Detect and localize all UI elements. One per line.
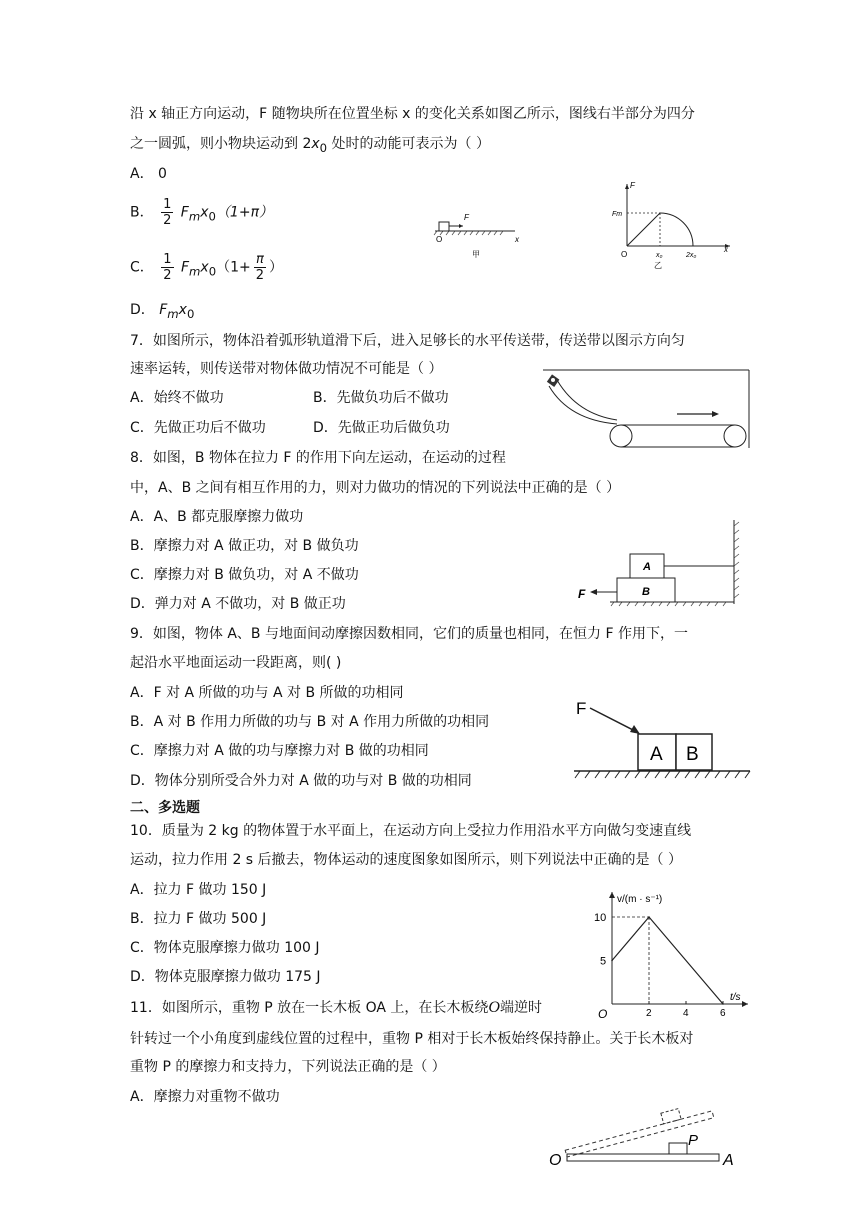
q9-option-b: B．A 对 B 作用力所做的功与 B 对 A 作用力所做的功相同 <box>130 714 490 730</box>
q10-option-b: B．拉力 F 做功 500 J <box>130 911 267 927</box>
velocity-line <box>612 917 723 1004</box>
q6-option-d: D． $F_mx_0$ <box>130 302 195 321</box>
q7-figure-conveyor <box>543 368 753 450</box>
q7-stem-line2: 速率运转，则传送带对物体做功情况不可能是（ ） <box>130 361 443 377</box>
q8-option-c: C．摩擦力对 B 做负功，对 A 不做功 <box>130 567 359 583</box>
q8-option-d: D．弹力对 A 不做功，对 B 做正功 <box>130 596 346 612</box>
q10-option-a: A．拉力 F 做功 150 J <box>130 882 267 898</box>
q9-figure-blocks <box>570 692 755 784</box>
q10-option-c: C．物体克服摩擦力做功 100 J <box>130 940 320 956</box>
force-label: F <box>576 699 587 718</box>
x-axis-label: t/s <box>730 992 741 1003</box>
q9-option-c: C．摩擦力对 A 做的功与摩擦力对 B 做的功相同 <box>130 743 429 759</box>
x-tick-label: 4 <box>683 1008 689 1019</box>
end-a-label: A <box>723 1152 734 1169</box>
q11-figure-board <box>545 1095 745 1175</box>
data-point <box>722 1003 724 1005</box>
pivot-o-label: O <box>549 1152 562 1169</box>
q6-option-a: A． 0 <box>130 166 167 182</box>
q10-option-d: D．物体克服摩擦力做功 175 J <box>130 969 321 985</box>
q7-option-d: D．先做正功后做负功 <box>313 420 450 436</box>
q11-stem-line1: 11．如图所示，重物 P 放在一长木板 OA 上，在长木板绕O端逆时 <box>130 999 542 1016</box>
y-tick-label: 5 <box>600 955 607 968</box>
q11-stem-line2: 针转过一个小角度到虚线位置的过程中，重物 P 相对于长木板始终保持静止。关于长木板对 <box>130 1031 694 1047</box>
q10-stem-line2: 运动，拉力作用 2 s 后撤去，物体运动的速度图象如图所示，则下列说法中正确的是（ ） <box>130 852 682 868</box>
q9-stem-line1: 9．如图，物体 A、B 与地面间动摩擦因数相同，它们的质量也相同，在恒力 F 作用下，一 <box>130 626 688 642</box>
figure-caption: 乙 <box>654 261 662 270</box>
data-point <box>648 916 650 918</box>
q7-option-b: B．先做负功后不做功 <box>313 390 449 406</box>
block-a-label: A <box>650 744 663 765</box>
origin-label: O <box>621 250 628 259</box>
q7-option-c: C．先做正功后不做功 <box>130 420 266 436</box>
origin-label: O <box>598 1007 608 1021</box>
axis-label: F <box>630 181 635 190</box>
q9-stem-line2: 起沿水平地面运动一段距离，则( ) <box>130 655 342 671</box>
q8-figure-blocks <box>570 518 745 610</box>
axis-label: x <box>724 245 728 254</box>
block-a-label: A <box>643 561 651 573</box>
fraction: $\frac{1}{2}$ <box>163 197 172 228</box>
q6-figure-yi <box>612 180 737 272</box>
q8-option-a: A．A、B 都克服摩擦力做功 <box>130 509 304 525</box>
fraction: $\frac{\pi}{2}$ <box>255 252 265 283</box>
force-label: F <box>464 213 469 222</box>
tick-label: Fm <box>612 211 623 218</box>
axis-label: x <box>515 235 519 244</box>
q10-stem-line1: 10．质量为 2 kg 的物体置于水平面上，在运动方向上受拉力作用沿水平方向做匀变速直线 <box>130 823 692 839</box>
figure-caption: 甲 <box>472 250 480 259</box>
fraction: $\frac{1}{2}$ <box>163 252 172 283</box>
q6-stem-line1: 沿 x 轴正方向运动，F 随物块所在位置坐标 x 的变化关系如图乙所示，图线右半部分为四分 <box>130 106 695 122</box>
tick-label: x₀ <box>656 252 663 259</box>
q6-stem-line2: 之一圆弧，则小物块运动到 $2x_0$ 处时的动能可表示为（ ） <box>130 136 490 155</box>
section-heading: 二、多选题 <box>130 800 200 816</box>
q9-option-a: A．F 对 A 所做的功与 A 对 B 所做的功相同 <box>130 685 404 701</box>
q10-velocity-chart <box>590 888 760 1028</box>
q11-option-a: A．摩擦力对重物不做功 <box>130 1089 280 1105</box>
q6-option-c: C． $\frac{1}{2}$ $F_mx_0(1+$ $\frac{\pi}{2}$ ） <box>130 252 284 283</box>
q8-stem-line2: 中，A、B 之间有相互作用的力，则对力做功的情况的下列说法中正确的是（ ） <box>130 480 621 496</box>
x-tick-label: 2 <box>646 1008 652 1019</box>
data-point <box>611 960 613 962</box>
force-label: F <box>578 587 586 601</box>
block-b-label: B <box>642 586 650 598</box>
origin-label: O <box>436 235 443 244</box>
x-tick-label: 6 <box>720 1008 726 1019</box>
tick-label: 2x₀ <box>686 252 697 259</box>
weight-p-label: P <box>688 1132 699 1149</box>
y-axis-label: v/(m · s⁻¹) <box>617 894 663 905</box>
q6-figure-jia <box>425 205 525 265</box>
block-b-label: B <box>686 744 699 765</box>
q9-option-d: D．物体分别所受合外力对 A 做的功与对 B 做的功相同 <box>130 773 472 789</box>
q6-option-b: B． $\frac{1}{2}$ $F_mx_0(1+\pi)$ <box>130 197 274 228</box>
q7-stem-line1: 7．如图所示，物体沿着弧形轨道滑下后，进入足够长的水平传送带，传送带以图示方向匀 <box>130 333 685 349</box>
y-tick-label: 10 <box>594 912 607 924</box>
q11-stem-line3: 重物 P 的摩擦力和支持力，下列说法正确的是（ ） <box>130 1059 446 1075</box>
q8-stem-line1: 8．如图，B 物体在拉力 F 的作用下向左运动，在运动的过程 <box>130 450 506 466</box>
q8-option-b: B．摩擦力对 A 做正功，对 B 做负功 <box>130 538 359 554</box>
q7-option-a: A．始终不做功 <box>130 390 224 406</box>
